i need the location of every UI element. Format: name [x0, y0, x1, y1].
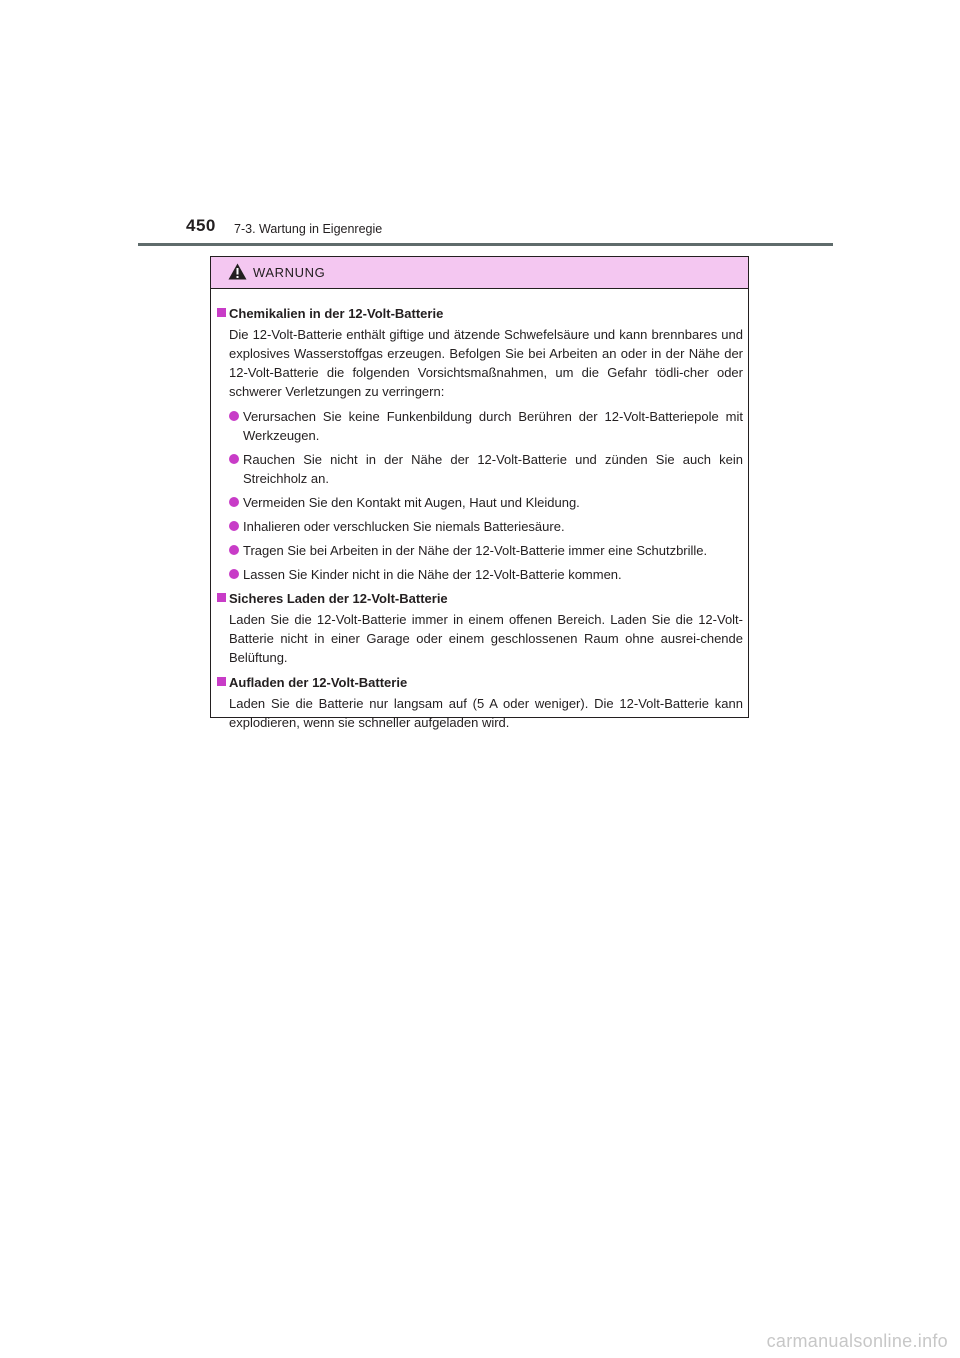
- header-rule: [138, 243, 833, 246]
- section-text: Die 12-Volt-Batterie enthält giftige und ätzende Schwefelsäure und kann brennbares und explosives Wasserstoffgas erzeugen. Befolgen Sie bei Arbeiten an oder in der Nähe der 12-Volt-Batterie die folgenden Vorsichtsmaßnahmen, um die Gefahr tödli-cher oder schwerer Verletzungen zu verringern:: [229, 327, 743, 399]
- section-heading: [217, 589, 743, 608]
- section-heading-text: Sicheres Laden der 12-Volt-Batterie: [229, 591, 448, 606]
- circle-bullet-icon: [229, 411, 239, 421]
- warning-triangle-icon: [228, 263, 247, 280]
- warning-section-chemicals: [217, 304, 743, 584]
- section-heading-text: Aufladen der 12-Volt-Batterie: [229, 675, 408, 690]
- circle-bullet-icon: [229, 497, 239, 507]
- list-item-text: Rauchen Sie nicht in der Nähe der 12-Volt-Batterie und zünden Sie auch kein Streichholz an.: [243, 452, 743, 486]
- warning-body: [211, 289, 748, 732]
- section-heading: [217, 673, 743, 692]
- list-item-text: Tragen Sie bei Arbeiten in der Nähe der 12-Volt-Batterie immer eine Schutzbrille.: [243, 543, 708, 558]
- list-item: [229, 541, 743, 560]
- warning-section-safe-charging: [217, 589, 743, 667]
- circle-bullet-icon: [229, 569, 239, 579]
- list-item: [229, 565, 743, 584]
- list-item-text: Verursachen Sie keine Funkenbildung durch Berühren der 12-Volt-Batteriepole mit Werkzeugen.: [243, 409, 743, 443]
- section-text: Laden Sie die Batterie nur langsam auf (5 A oder weniger). Die 12-Volt-Batterie kann explodieren, wenn sie schneller aufgeladen wird.: [229, 696, 743, 730]
- page-number: 450: [186, 216, 216, 235]
- square-bullet-icon: [217, 308, 226, 317]
- square-bullet-icon: [217, 677, 226, 686]
- square-bullet-icon: [217, 593, 226, 602]
- section-heading: [217, 304, 743, 323]
- list-item: [229, 517, 743, 536]
- warning-section-charging: [217, 673, 743, 732]
- list-item: [229, 407, 743, 445]
- section-heading-text: Chemikalien in der 12-Volt-Batterie: [229, 306, 444, 321]
- section-title: 7-3. Wartung in Eigenregie: [234, 222, 383, 236]
- circle-bullet-icon: [229, 545, 239, 555]
- warning-title: WARNUNG: [253, 265, 326, 280]
- list-item-text: Lassen Sie Kinder nicht in die Nähe der 12-Volt-Batterie kommen.: [243, 567, 622, 582]
- watermark: carmanualsonline.info: [766, 1331, 948, 1351]
- list-item: [229, 450, 743, 488]
- circle-bullet-icon: [229, 454, 239, 464]
- list-item-text: Inhalieren oder verschlucken Sie niemals Batteriesäure.: [243, 519, 565, 534]
- circle-bullet-icon: [229, 521, 239, 531]
- list-item: [229, 493, 743, 512]
- list-item-text: Vermeiden Sie den Kontakt mit Augen, Haut und Kleidung.: [243, 495, 580, 510]
- section-text: Laden Sie die 12-Volt-Batterie immer in einem offenen Bereich. Laden Sie die 12-Volt-Batterie nicht in einer Garage oder einem geschlossenen Raum ohne ausrei-chende Belüftung.: [229, 612, 743, 665]
- warning-header: [211, 257, 748, 289]
- warning-box: [210, 256, 749, 730]
